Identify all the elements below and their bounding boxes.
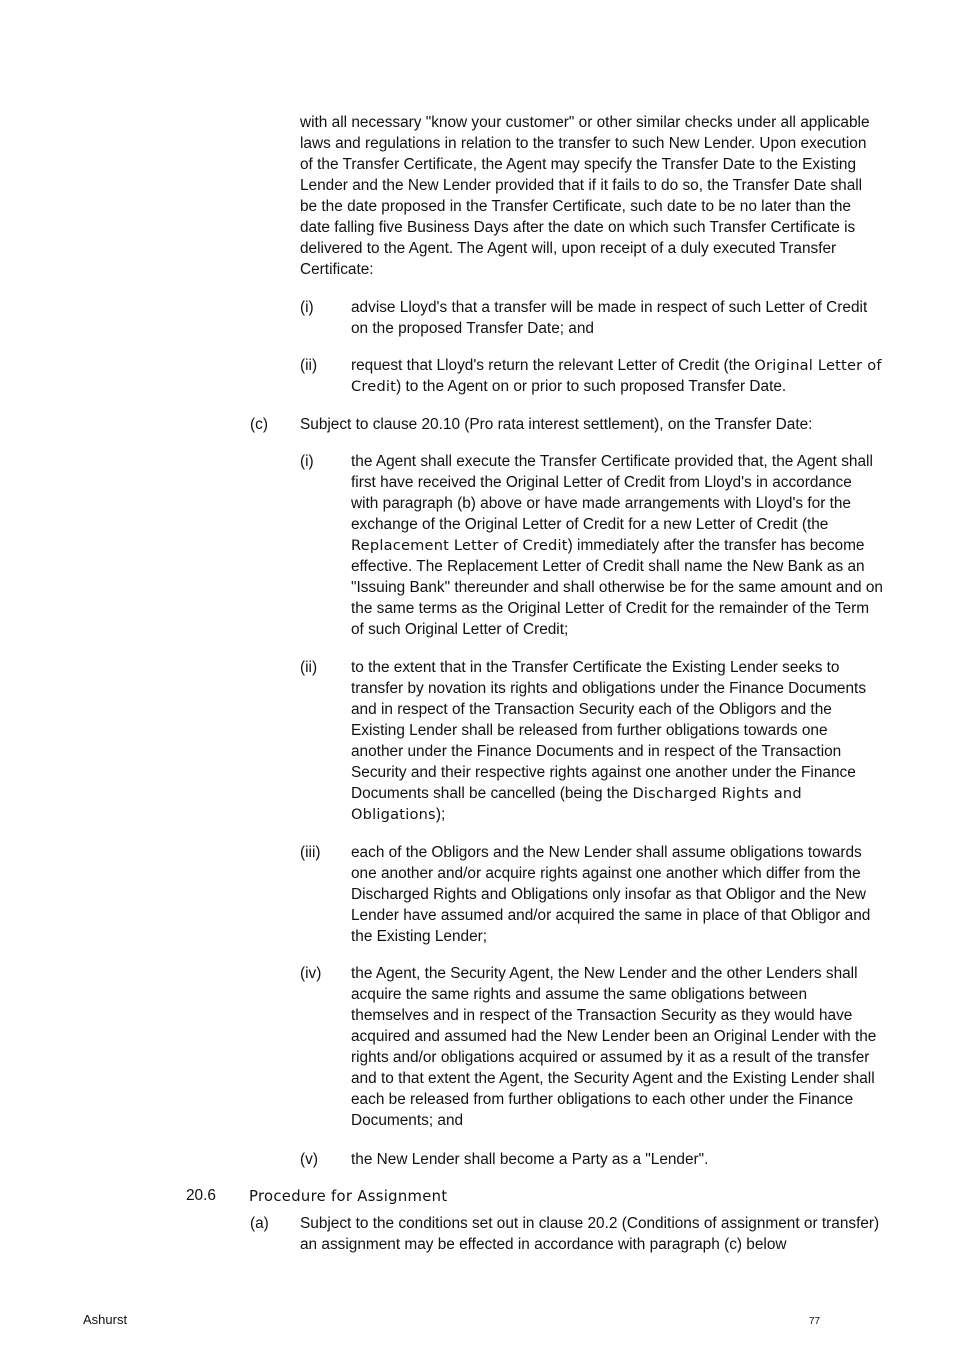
- c-item-1-text-pre: the Agent shall execute the Transfer Certificate provided that, the Agent shall first have received the Original Letter of Credit from Lloyd's in accordance with paragraph (b) above or have made arrangements with Lloyd's for the exchange of the Original Letter of Credit for a new Letter of Credit (the: [351, 453, 873, 533]
- clause-c-number: (c): [250, 416, 268, 433]
- b-item-2-text-pre: request that Lloyd's return the relevant Letter of Credit (the: [351, 357, 755, 374]
- c-item-4-text: the Agent, the Security Agent, the New Lender and the other Lenders shall acquire the same rights and assume the same obligations between themselves and in respect of the Transaction Security as they would have acquired and assumed had the New Lender been an Original Lender with the rights and/or obligations acquired or assumed by it as a result of the transfer and to that extent the Agent, the Security Agent and the Existing Lender shall each be released from further obligations to each other under the Finance Documents; and: [351, 965, 877, 1129]
- footer-firm-name: Ashurst: [83, 1312, 128, 1327]
- c-item-5-number: (v): [300, 1151, 318, 1168]
- b-item-1-text: advise Lloyd's that a transfer will be made in respect of such Letter of Credit on the proposed Transfer Date; and: [351, 299, 868, 337]
- defined-term-original-letter-of-credit: Original Letter of Credit: [351, 357, 882, 395]
- footer-page-number: 77: [809, 1316, 821, 1327]
- c-item-2-text: [351, 657, 883, 825]
- c-item-3-text: each of the Obligors and the New Lender shall assume obligations towards one another and/or acquire rights against one another which differ from the Discharged Rights and Obligations only insofar as that Obligor and the New Lender have assumed and/or acquired the same in place of that Obligor and the Existing Lender;: [351, 844, 871, 945]
- c-item-1-number: (i): [300, 453, 314, 470]
- defined-term-discharged-rights-and-obligations: Discharged Rights and Obligations: [351, 785, 802, 823]
- c-item-1-text: [351, 451, 883, 640]
- c-item-3-number: (iii): [300, 844, 321, 861]
- clause-c-text: Subject to clause 20.10 (Pro rata interest settlement), on the Transfer Date:: [300, 416, 813, 433]
- section-number: 20.6: [186, 1187, 216, 1204]
- c-item-1-text-post: ) immediately after the transfer has become effective. The Replacement Letter of Credit shall name the New Bank as an "Issuing Bank" thereunder and shall otherwise be for the same amount and on the same terms as the Original Letter of Credit for the remainder of the Term of such Original Letter of Credit;: [351, 537, 883, 638]
- c-item-4-number: (iv): [300, 965, 322, 982]
- clause-a-text: Subject to the conditions set out in clause 20.2 (Conditions of assignment or transfer) an assignment may be effected in accordance with paragraph (c) below: [300, 1215, 880, 1253]
- b-item-2-number: (ii): [300, 357, 318, 374]
- c-item-2-text-pre: to the extent that in the Transfer Certificate the Existing Lender seeks to transfer by novation its rights and obligations under the Finance Documents and in respect of the Transaction Security each of the Obligors and the Existing Lender shall be released from further obligations towards one another under the Finance Documents and in respect of the Transaction Security and their respective rights against one another under the Finance Documents shall be cancelled (being the: [351, 659, 867, 802]
- b-item-1-number: (i): [300, 299, 314, 316]
- c-item-2-text-post: );: [435, 806, 446, 823]
- defined-term-replacement-letter-of-credit: Replacement Letter of Credit: [351, 537, 568, 554]
- section-title: Procedure for Assignment: [249, 1188, 448, 1205]
- c-item-5-text: the New Lender shall become a Party as a "Lender".: [351, 1151, 709, 1168]
- b-item-2-text: [351, 355, 883, 397]
- clause-a-number: (a): [250, 1215, 269, 1232]
- b-item-2-text-post: ) to the Agent on or prior to such proposed Transfer Date.: [396, 378, 787, 395]
- c-item-2-number: (ii): [300, 659, 318, 676]
- intro-paragraph: with all necessary "know your customer" or other similar checks under all applicable laws and regulations in relation to the transfer to such New Lender. Upon execution of the Transfer Certificate, the Agent may specify the Transfer Date to the Existing Lender and the New Lender provided that if it fails to do so, the Transfer Date shall be the date proposed in the Transfer Certificate, such date to be no later than the date falling five Business Days after the date on which such Transfer Certificate is delivered to the Agent. The Agent will, upon receipt of a duly executed Transfer Certificate:: [300, 114, 870, 278]
